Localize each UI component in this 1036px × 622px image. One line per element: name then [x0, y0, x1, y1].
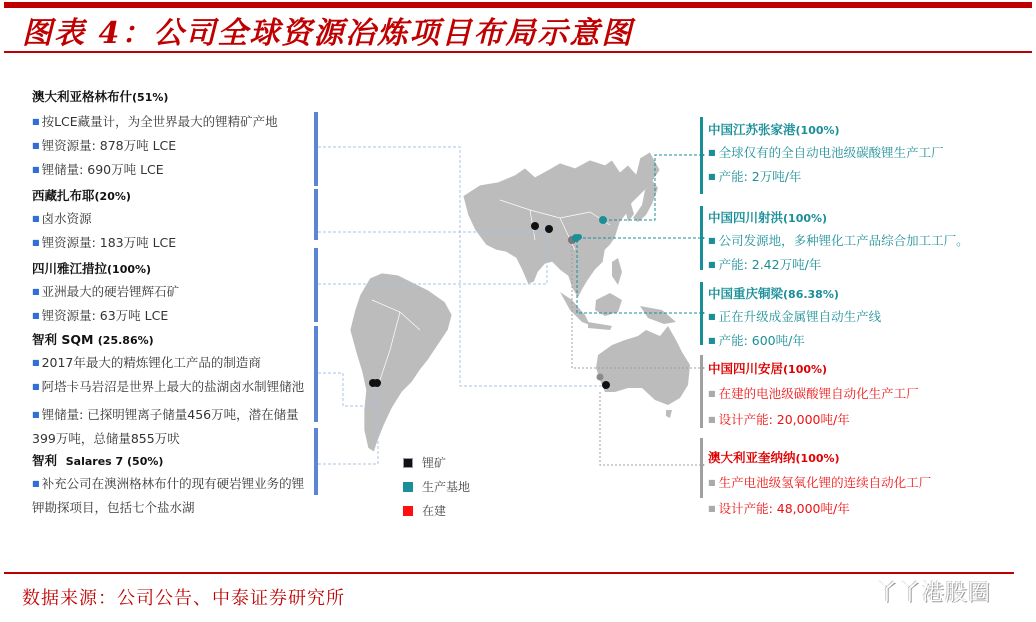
bullet: ■ 亚洲最大的硬岩锂辉石矿: [32, 281, 312, 305]
bullet: ■ 阿塔卡马岩沼是世界上最大的盐湖卤水制锂储池: [32, 376, 307, 400]
plant-name: 中国重庆铜梁: [708, 286, 784, 301]
legend-label: 生产基地: [422, 480, 471, 494]
resource-cuola: [32, 258, 312, 329]
legend-item-mine: [403, 451, 470, 475]
resource-greenbushes: [32, 86, 312, 183]
left-bar-sqm: [314, 326, 318, 422]
plant-kwinana: [708, 447, 931, 522]
resource-sqm: [32, 329, 312, 450]
resource-name: 西藏扎布耶: [32, 188, 95, 203]
plant-anju: [708, 358, 919, 433]
resource-pct: Salares 7 (50%): [65, 455, 164, 468]
figure-title: 图表 4：公司全球资源冶炼项目布局示意图: [22, 16, 634, 51]
resource-pct: (20%): [94, 190, 131, 203]
watermark-logo: 丫丫港股圈: [876, 581, 992, 606]
right-bar-kwinana: [700, 438, 703, 498]
map-legend: [403, 451, 470, 523]
resource-name: 智利 SQM: [32, 332, 94, 347]
legend-swatch-mine-icon: [403, 458, 413, 468]
right-bar-zhangjiagang: [700, 117, 703, 194]
legend-swatch-production-icon: [403, 482, 413, 492]
bullet: ■ 锂资源量: 63万吨 LCE: [32, 305, 312, 329]
bullet: ■ 产能: 2万吨/年: [708, 166, 944, 190]
plant-pct: (100%): [795, 124, 840, 137]
mine-dot-tibet-zabuye: [531, 222, 539, 230]
bullet: ■ 卤水资源: [32, 208, 312, 232]
bullet: ■ 公司发源地，多种锂化工产品综合加工工厂。: [708, 230, 969, 254]
legend-label: 锂矿: [422, 456, 447, 470]
resource-name: 四川雅江措拉: [32, 261, 108, 276]
bullet: ■ 按LCE藏量计，为全世界最大的锂精矿产地: [32, 111, 312, 135]
mine-dot-greenbushes: [602, 381, 610, 389]
right-bar-tongliang: [700, 282, 703, 345]
legend-item-production: [403, 475, 470, 499]
production-dot-tongliang: [576, 234, 582, 240]
bullet: ■ 生产电池级氢氧化锂的连续自动化工厂: [708, 472, 931, 496]
plant-pct: (100%): [783, 212, 828, 225]
left-panel-resources: [32, 86, 312, 519]
bullet: ■ 锂储量: 690万吨 LCE: [32, 159, 312, 183]
production-dot-zhangjiagang: [599, 216, 607, 224]
sumatra-landmass: [560, 292, 590, 325]
philippines-landmass: [612, 258, 622, 285]
bullet: ■ 产能: 2.42万吨/年: [708, 254, 969, 278]
plant-zhangjiagang: [708, 119, 944, 190]
newguinea-landmass: [640, 306, 676, 324]
legend-label: 在建: [422, 504, 447, 518]
mine-dot-sichuan-cuola: [545, 225, 553, 233]
australia-landmass: [596, 326, 690, 405]
plant-pct: (86.38%): [783, 288, 839, 301]
resource-pct: (51%): [132, 91, 169, 104]
footer-divider: [4, 572, 1014, 574]
resource-salares: [32, 450, 312, 519]
plant-pct: (100%): [783, 363, 828, 376]
bullet: ■ 锂资源量: 183万吨 LCE: [32, 232, 312, 256]
legend-swatch-construction-icon: [403, 506, 413, 516]
plant-name: 中国四川射洪: [708, 210, 784, 225]
bullet: ■ 2017年最大的精炼锂化工产品的制造商: [32, 352, 312, 376]
plant-pct: (100%): [795, 452, 840, 465]
construction-dot-kwinana: [597, 374, 604, 381]
tasmania-landmass: [666, 410, 672, 418]
resource-name: 智利: [32, 453, 58, 468]
bullet: ■ 设计产能: 20,000吨/年: [708, 409, 919, 433]
resource-name: 澳大利亚格林布什: [32, 89, 133, 104]
south-america-landmass: [350, 273, 452, 452]
data-source-note: 数据来源：公司公告、中泰证券研究所: [22, 588, 345, 609]
left-bar-salares: [314, 428, 318, 495]
plant-name: 中国江苏张家港: [708, 122, 796, 137]
bullet: ■ 正在升级成金属锂自动生产线: [708, 306, 881, 330]
asia-landmass: [463, 152, 660, 298]
plant-tongliang: [708, 283, 881, 354]
resource-pct: (25.86%): [97, 334, 154, 347]
plant-shehong: [708, 207, 969, 278]
bullet: ■ 补充公司在澳洲格林布什的现有硬岩锂业务的锂钾勘探项目，包括七个盐水湖: [32, 473, 312, 519]
legend-item-construction: [403, 499, 470, 523]
plant-name: 中国四川安居: [708, 361, 784, 376]
mine-dot-chile-salares: [373, 379, 381, 387]
bullet: ■ 设计产能: 48,000吨/年: [708, 498, 931, 522]
right-bar-shehong: [700, 206, 703, 270]
resource-zabuye: [32, 185, 312, 256]
resource-pct: (100%): [107, 263, 152, 276]
bullet: ■ 锂储量: 已探明锂离子储量456万吨，潜在储量399万吨，总储量855万吠: [32, 404, 307, 450]
left-bar-cuola: [314, 248, 318, 322]
bullet: ■ 全球仅有的全自动电池级碳酸锂生产工厂: [708, 142, 944, 166]
java-landmass: [588, 322, 612, 330]
right-bar-anju: [700, 355, 703, 428]
bullet: ■ 产能: 600吨/年: [708, 330, 881, 354]
plant-name: 澳大利亚奎纳纳: [708, 450, 796, 465]
left-bar-zabuye: [314, 189, 318, 240]
left-bar-greenbushes: [314, 112, 318, 186]
bullet: ■ 锂资源量: 878万吨 LCE: [32, 135, 312, 159]
bullet: ■ 在建的电池级碳酸锂自动化生产工厂: [708, 383, 919, 407]
